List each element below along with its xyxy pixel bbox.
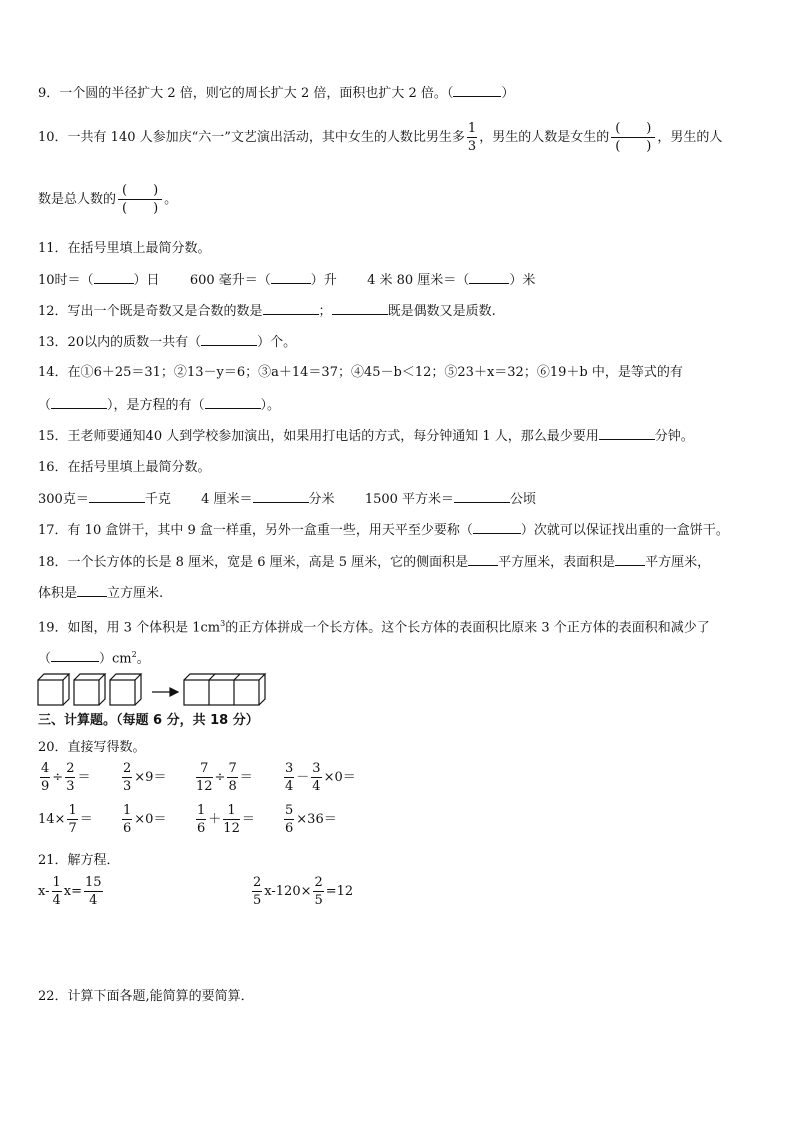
arrow-icon: [152, 688, 178, 696]
answer-blank[interactable]: [263, 302, 319, 315]
answer-blank[interactable]: [469, 271, 509, 284]
section-3-heading: 三、计算题。（每题 6 分，共 18 分）: [38, 713, 259, 728]
question-13: 13．20以内的质数一共有（ ）个。: [38, 335, 297, 350]
question-19-line1: 19．如图，用 3 个体积是 $1cm^3$的正方体拼成一个长方体。这个长方体的表面积比原来 3 个正方体的表面积和减少了: [38, 619, 710, 636]
equation-2: $\frac{2}{5}$ x-120× $\frac{2}{5}$ =12: [253, 875, 354, 908]
answer-blank[interactable]: [51, 396, 107, 409]
cube-2: [74, 674, 105, 705]
question-19-line2: （ ）$cm^2$。: [38, 650, 150, 667]
question-18-line1: 18．一个长方体的长是 8 厘米，宽是 6 厘米，高是 5 厘米，它的侧面积是 平方厘米，表面积是 平方厘米，: [38, 555, 711, 570]
answer-blank[interactable]: [615, 553, 645, 566]
question-21-title: 21．解方程．: [38, 853, 120, 868]
answer-blank[interactable]: [468, 553, 498, 566]
calc-r1-1: $\frac{4}{9}$ ÷ $\frac{2}{3}$ ＝: [41, 761, 91, 794]
question-9: 9．一个圆的半径扩大 2 倍，则它的周长扩大 2 倍，面积也扩大 2 倍。（ ）: [38, 86, 515, 101]
answer-blank[interactable]: [332, 302, 388, 315]
answer-blank[interactable]: [599, 427, 655, 440]
calc-r2-2: $\frac{1}{6}$ ×0＝: [123, 803, 167, 836]
cube-3: [110, 674, 141, 705]
calc-r1-2: $\frac{2}{3}$ ×9＝: [123, 761, 167, 794]
cubes-figure: [36, 672, 276, 708]
question-17: 17．有 10 盒饼干，其中 9 盒一样重，另外一盒重一些，用天平至少要称（ ）次就可以保证找出重的一盒饼干。: [38, 523, 729, 538]
calc-r2-4: $\frac{5}{6}$ ×36＝: [285, 803, 337, 836]
fraction-one-third: $\frac{1}{3}$: [467, 121, 477, 154]
answer-fraction-1[interactable]: $\frac{( )}{( )}$: [611, 122, 655, 153]
question-12: 12．写出一个既是奇数又是合数的数是 ； 既是偶数又是质数.: [38, 304, 496, 319]
question-18-line2: 体积是 立方厘米.: [38, 586, 164, 601]
question-11-title: 11．在括号里填上最简分数。: [38, 241, 211, 256]
calc-r2-1: 14× $\frac{1}{7}$ ＝: [38, 803, 93, 836]
answer-blank[interactable]: [77, 584, 107, 597]
answer-blank[interactable]: [271, 271, 311, 284]
question-15: 15．王老师要通知40 人到学校参加演出，如果用打电话的方式，每分钟通知 1 人，那么最少要用 分钟。: [38, 429, 694, 444]
answer-blank[interactable]: [51, 649, 99, 662]
question-11-items: 10时＝（ ）日 600 毫升＝（ ）升 4 米 80 厘米＝（ ）米: [38, 273, 536, 288]
answer-blank[interactable]: [89, 490, 145, 503]
question-16-items: 300克＝ 千克 4 厘米＝ 分米 1500 平方米＝ 公顷: [38, 492, 537, 507]
question-10-line2: 数是总人数的 $\frac{( )}{( )}$ 。: [38, 183, 178, 216]
answer-blank[interactable]: [473, 521, 521, 534]
question-20-title: 20．直接写得数。: [38, 740, 146, 755]
cube-1: [38, 674, 69, 705]
calc-r1-3: $\frac{7}{12}$ ÷ $\frac{7}{8}$ ＝: [196, 761, 253, 794]
question-16-title: 16．在括号里填上最简分数。: [38, 460, 211, 475]
answer-blank[interactable]: [94, 271, 134, 284]
answer-fraction-2[interactable]: $\frac{( )}{( )}$: [118, 184, 162, 215]
answer-blank[interactable]: [205, 396, 261, 409]
calc-r1-4: $\frac{3}{4}$ － $\frac{3}{4}$ ×0＝: [285, 761, 356, 794]
answer-blank[interactable]: [454, 490, 510, 503]
equation-1: x- $\frac{1}{4}$ x= $\frac{15}{4}$: [38, 875, 102, 908]
cuboid: [184, 674, 265, 705]
answer-blank[interactable]: [453, 84, 501, 97]
answer-blank[interactable]: [201, 333, 257, 346]
answer-blank[interactable]: [253, 490, 309, 503]
question-10-line1: 10．一共有 140 人参加庆“六一”文艺演出活动，其中女生的人数比男生多 $\frac{1}{3}$ ，男生的人数是女生的 $\frac{( )}{( )}$ ，男生的人: [38, 121, 723, 154]
question-14-line2: （ ），是方程的有（ ）。: [38, 398, 281, 413]
question-22: 22．计算下面各题,能简算的要简算．: [38, 989, 254, 1004]
question-14-line1: 14．在①6＋25＝31；②13－y＝6；③a＋14＝37；④45－b＜12；⑤23＋x＝32；⑥19＋b 中，是等式的有: [38, 365, 683, 380]
calc-r2-3: $\frac{1}{6}$ ＋ $\frac{1}{12}$ ＝: [197, 803, 255, 836]
